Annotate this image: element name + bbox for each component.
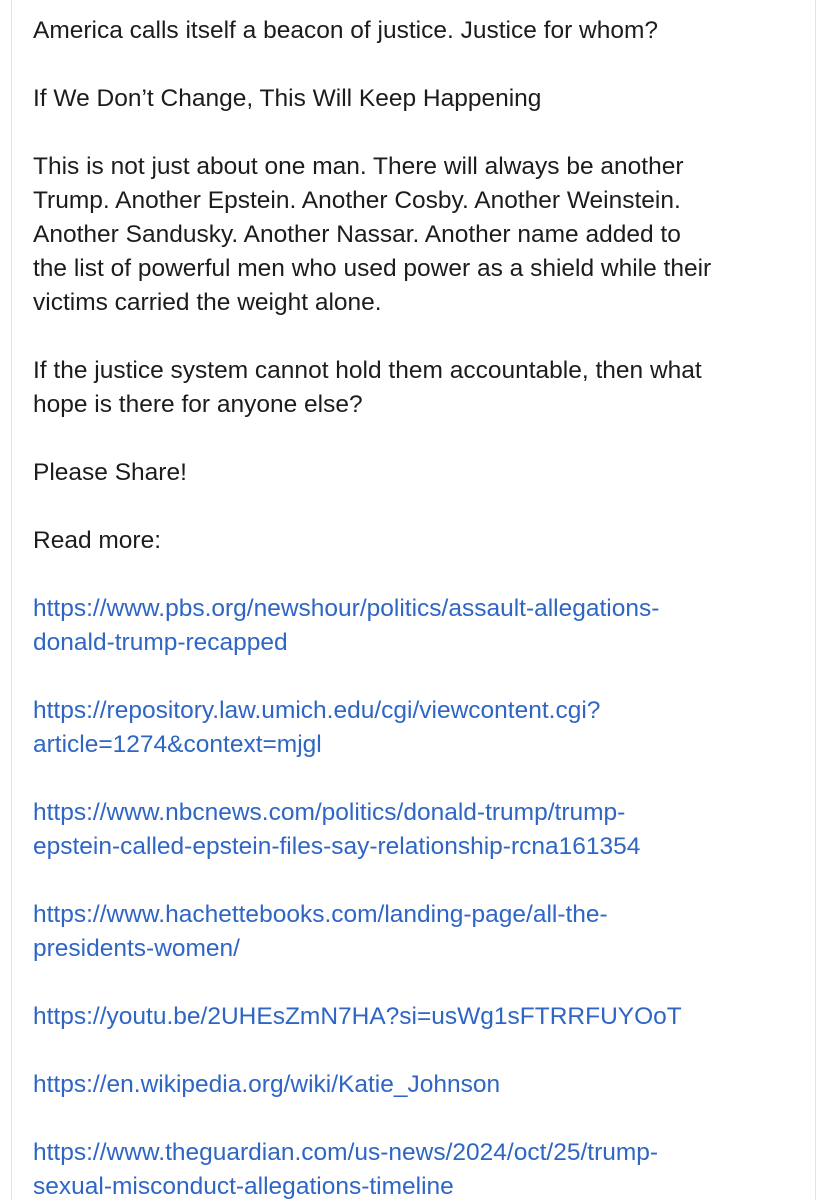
body-line: Another Sandusky. Another Nassar. Another name added to (33, 221, 681, 248)
link-guardian-anchor[interactable] (33, 1136, 808, 1200)
link-line: donald-trump-recapped (33, 629, 288, 656)
link-line: epstein-called-epstein-files-say-relationship-rcna161354 (33, 833, 641, 860)
body-line: victims carried the weight alone. (33, 289, 382, 316)
link-line: https://www.pbs.org/newshour/politics/assault-allegations- (33, 595, 660, 622)
intro-text: America calls itself a beacon of justice. Justice for whom? (33, 17, 659, 44)
link-line: presidents-women/ (33, 935, 240, 962)
link-nbcnews[interactable] (33, 796, 808, 864)
link-umich[interactable] (33, 694, 808, 762)
link-line: https://www.theguardian.com/us-news/2024/oct/25/trump- (33, 1139, 659, 1166)
body-paragraph (33, 150, 808, 320)
link-umich-anchor[interactable] (33, 694, 808, 762)
link-line: article=1274&context=mjgl (33, 731, 322, 758)
left-border-line (11, 0, 12, 1200)
link-line: https://www.nbcnews.com/politics/donald-trump/trump- (33, 799, 626, 826)
link-line: sexual-misconduct-allegations-timeline (33, 1173, 454, 1200)
link-line: https://en.wikipedia.org/wiki/Katie_Johnson (33, 1071, 501, 1098)
link-pbs[interactable] (33, 592, 808, 660)
question-paragraph (33, 354, 808, 422)
link-wikipedia[interactable] (33, 1068, 808, 1102)
link-line: https://www.hachettebooks.com/landing-page/all-the- (33, 901, 608, 928)
question-line: hope is there for anyone else? (33, 391, 363, 418)
link-youtube[interactable] (33, 1000, 808, 1034)
link-line: https://youtu.be/2UHEsZmN7HA?si=usWg1sFTRRFUYOoT (33, 1003, 682, 1030)
link-pbs-anchor[interactable] (33, 592, 808, 660)
link-youtube-anchor[interactable] (33, 1000, 808, 1034)
body-line: Trump. Another Epstein. Another Cosby. Another Weinstein. (33, 187, 681, 214)
share-text: Please Share! (33, 459, 187, 486)
right-border-line (815, 0, 816, 1200)
link-hachette-anchor[interactable] (33, 898, 808, 966)
read-more-label: Read more: (33, 527, 162, 554)
link-nbcnews-anchor[interactable] (33, 796, 808, 864)
link-guardian[interactable] (33, 1136, 808, 1200)
link-wikipedia-anchor[interactable] (33, 1068, 808, 1102)
body-line: the list of powerful men who used power as a shield while their (33, 255, 712, 282)
post-body (33, 14, 808, 1200)
question-line: If the justice system cannot hold them accountable, then what (33, 357, 702, 384)
link-line: https://repository.law.umich.edu/cgi/viewcontent.cgi? (33, 697, 601, 724)
body-line: This is not just about one man. There will always be another (33, 153, 684, 180)
link-hachette[interactable] (33, 898, 808, 966)
section-heading: If We Don’t Change, This Will Keep Happening (33, 85, 542, 112)
